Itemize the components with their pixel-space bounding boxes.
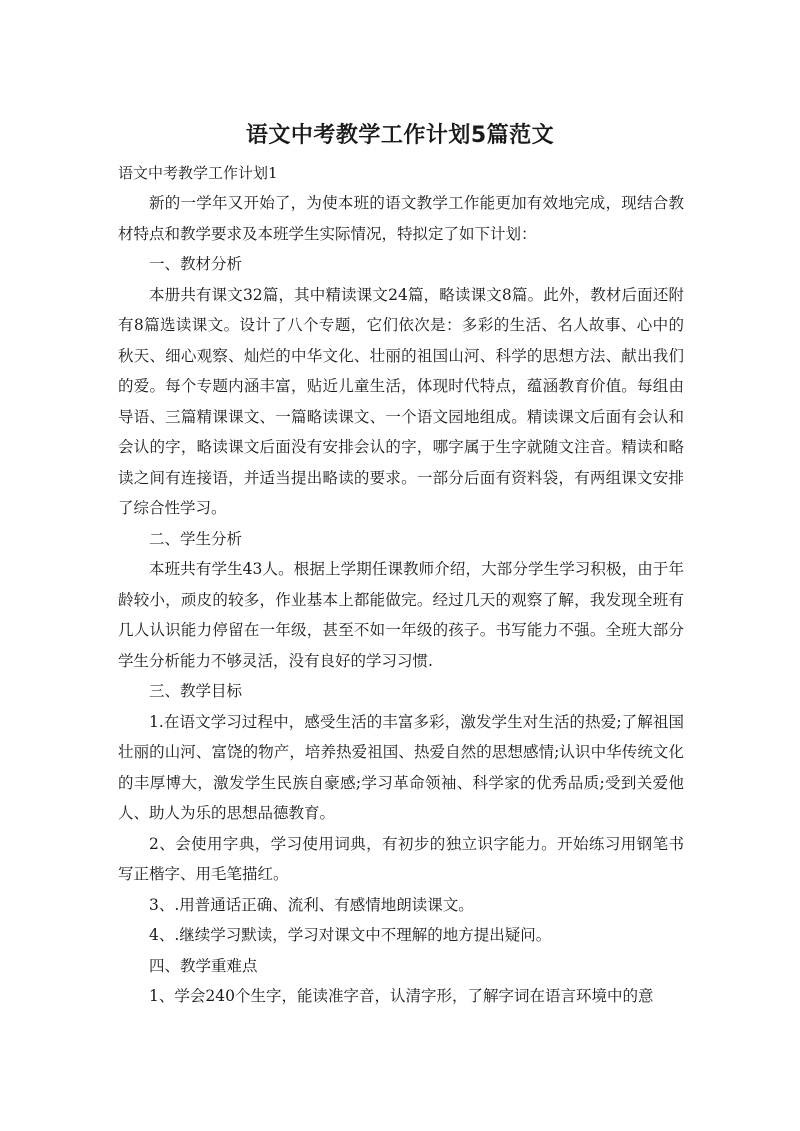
document-body (118, 158, 684, 1012)
intro-paragraph: 新的一学年又开始了，为使本班的语文教学工作能更加有效地完成，现结合教材特点和教学要求及本班学生实际情况，特拟定了如下计划： (118, 194, 684, 243)
goal-paragraph-2: 2、会使用字典，学习使用词典，有初步的独立识字能力。开始练习用钢笔书写正楷字、用毛笔描红。 (118, 834, 684, 883)
goal-paragraph-4: 4、.继续学习默读，学习对课文中不理解的地方提出疑问。 (149, 926, 552, 944)
document-title: 语文中考教学工作计划5篇范文 (245, 123, 555, 148)
section-heading-goals: 三、教学目标 (149, 682, 243, 700)
plan-subtitle: 语文中考教学工作计划1 (118, 164, 278, 182)
section-heading-students: 二、学生分析 (149, 529, 243, 548)
goal-paragraph-1: 1.在语文学习过程中，感受生活的丰富多彩，激发学生对生活的热爱;了解祖国壮丽的山河、富饶的物产，培养热爱祖国、热爱自然的思想感情;认识中华传统文化的丰厚博大，激发学生民族自豪感;学习革命领袖、科学家的优秀品质;受到关爱他人、助人为乐的思想品德教育。 (118, 712, 684, 822)
section-heading-materials: 一、教材分析 (149, 255, 243, 273)
section-heading-key-points: 四、教学重难点 (149, 956, 258, 975)
key-point-paragraph-1: 1、学会240个生字，能读准字音，认清字形，了解字词在语言环境中的意 (149, 987, 654, 1005)
goal-paragraph-3: 3、.用普通话正确、流利、有感情地朗读课文。 (149, 895, 474, 914)
students-paragraph: 本班共有学生43人。根据上学期任课教师介绍，大部分学生学习积极，由于年龄较小，顽皮的较多，作业基本上都能做完。经过几天的观察了解，我发现全班有几人认识能力停留在一年级，甚至不如一年级的孩子。书写能力不强。全班大部分学生分析能力不够灵活，没有良好的学习习惯. (118, 560, 684, 670)
materials-paragraph: 本册共有课文32篇，其中精读课文24篇，略读课文8篇。此外，教材后面还附有8篇选读课文。设计了八个专题，它们依次是：多彩的生活、名人故事、心中的秋天、细心观察、灿烂的中华文化、壮丽的祖国山河、科学的思想方法、献出我们的爱。每个专题内涵丰富，贴近儿童生活，体现时代特点，蕴涵教育价值。每组由导语、三篇精课课文、一篇略读课文、一个语文园地组成。精读课文后面有会认和会认的字，略读课文后面没有安排会认的字，哪字属于生字就随文注音。精读和略读之间有连接语，并适当提出略读的要求。一部分后面有资料袋，有两组课文安排了综合性学习。 (118, 285, 684, 517)
